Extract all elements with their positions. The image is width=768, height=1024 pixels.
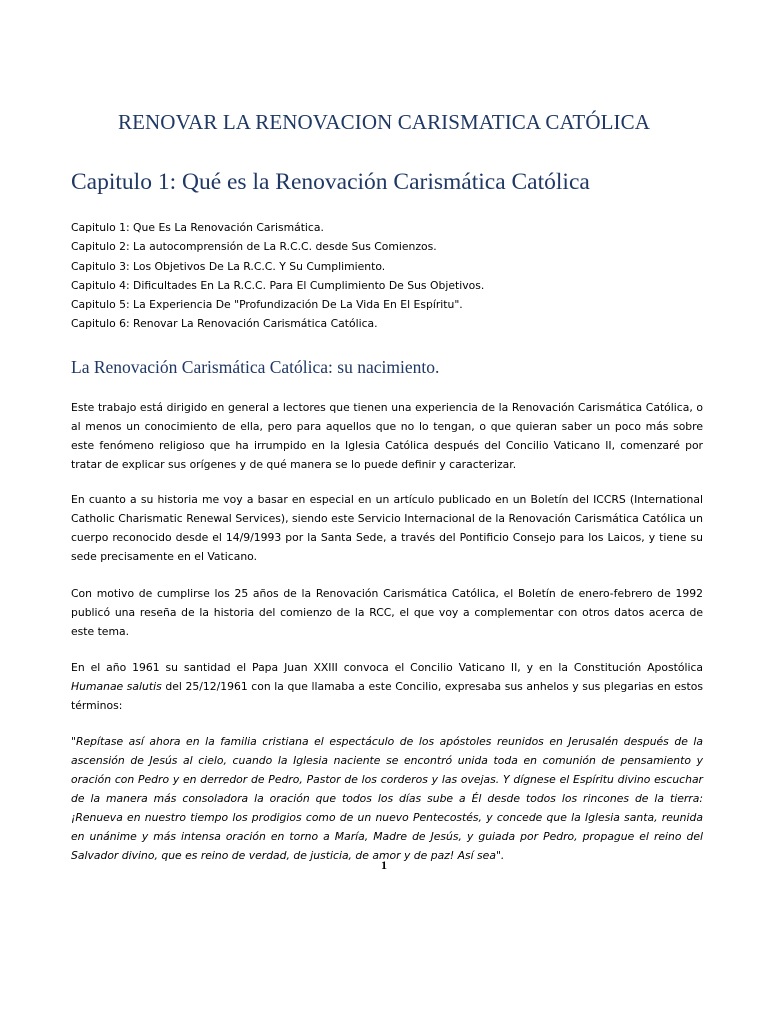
toc-item: Capitulo 5: La Experiencia De "Profundización De La Vida En El Espíritu". xyxy=(71,298,463,312)
body-paragraph: Este trabajo está dirigido en general a lectores que tienen una experiencia de la Renovación Carismática Católica, o al menos un conocimiento de ella, pero para aquellos que no lo tengan, o que quieran saber un poco más sobre este fenómeno religioso que ha irrumpido en la Iglesia Católica después del Concilio Vaticano II, comenzaré por tratar de explicar sus orígenes y de qué manera se lo puede definir y caracterizar. xyxy=(71,401,703,471)
document-title: RENOVAR LA RENOVACION CARISMATICA CATÓLICA xyxy=(118,110,650,134)
table-of-contents xyxy=(71,218,484,334)
chapter-heading: Capitulo 1: Qué es la Renovación Carismática Católica xyxy=(71,169,590,195)
toc-item: Capitulo 2: La autocomprensión de La R.C.C. desde Sus Comienzos. xyxy=(71,240,437,254)
paragraph-text: del 25/12/1961 con la que llamaba a este Concilio, expresaba sus anhelos y sus plegarias en estos términos: xyxy=(71,680,703,712)
toc-item: Capitulo 1: Que Es La Renovación Carismática. xyxy=(71,221,324,234)
toc-item: Capitulo 4: Dificultades En La R.C.C. Para El Cumplimiento De Sus Objetivos. xyxy=(71,278,485,292)
section-heading: La Renovación Carismática Católica: su nacimiento. xyxy=(71,357,440,377)
document-reference-title: Humanae salutis xyxy=(71,680,162,693)
paragraph-text: En el año 1961 su santidad el Papa Juan XXIII convoca el Concilio Vaticano II, y en la Constitución Apostólica xyxy=(71,661,703,674)
page-number: 1 xyxy=(381,858,387,872)
toc-item: Capitulo 3: Los Objetivos De La R.C.C. Y Su Cumplimiento. xyxy=(71,259,386,273)
quotation-paragraph: "Repítase así ahora en la familia cristiana el espectáculo de los apóstoles reunidos en Jerusalén después de la ascensión de Jesús al cielo, cuando la Iglesia naciente se encontró unida toda en comunión de pensamiento y oración con Pedro y en derredor de Pedro, Pastor de los corderos y las ovejas. Y dígnese el Espíritu divino escuchar de la manera más consoladora la oración que todos los días sube a Él desde todos los rincones de la tierra: ¡Renueva en nuestro tiempo los prodigios como de un nuevo Pentecostés, y concede que la Iglesia santa, reunida en unánime y más intensa oración en torno a María, Madre de Jesús, y guiada por Pedro, propague el reino del Salvador divino, que es reino de verdad, de justicia, de amor y de paz! Así sea". xyxy=(71,735,703,862)
body-paragraph: En cuanto a su historia me voy a basar en especial en un artículo publicado en un Boletín del ICCRS (International Catholic Charismatic Renewal Services), siendo este Servicio Internacional de la Renovación Carismática Católica un cuerpo reconocido desde el 14/9/1993 por la Santa Sede, a través del Pontificio Consejo para los Laicos, y tiene su sede precisamente en el Vaticano. xyxy=(71,493,703,563)
body-paragraph: Con motivo de cumplirse los 25 años de la Renovación Carismática Católica, el Boletín de enero-febrero de 1992 publicó una reseña de la historia del comienzo de la RCC, el que voy a complementar con otros datos acerca de este tema. xyxy=(71,587,703,638)
toc-item: Capitulo 6: Renovar La Renovación Carismática Católica. xyxy=(71,317,378,331)
body-paragraph xyxy=(71,658,703,715)
